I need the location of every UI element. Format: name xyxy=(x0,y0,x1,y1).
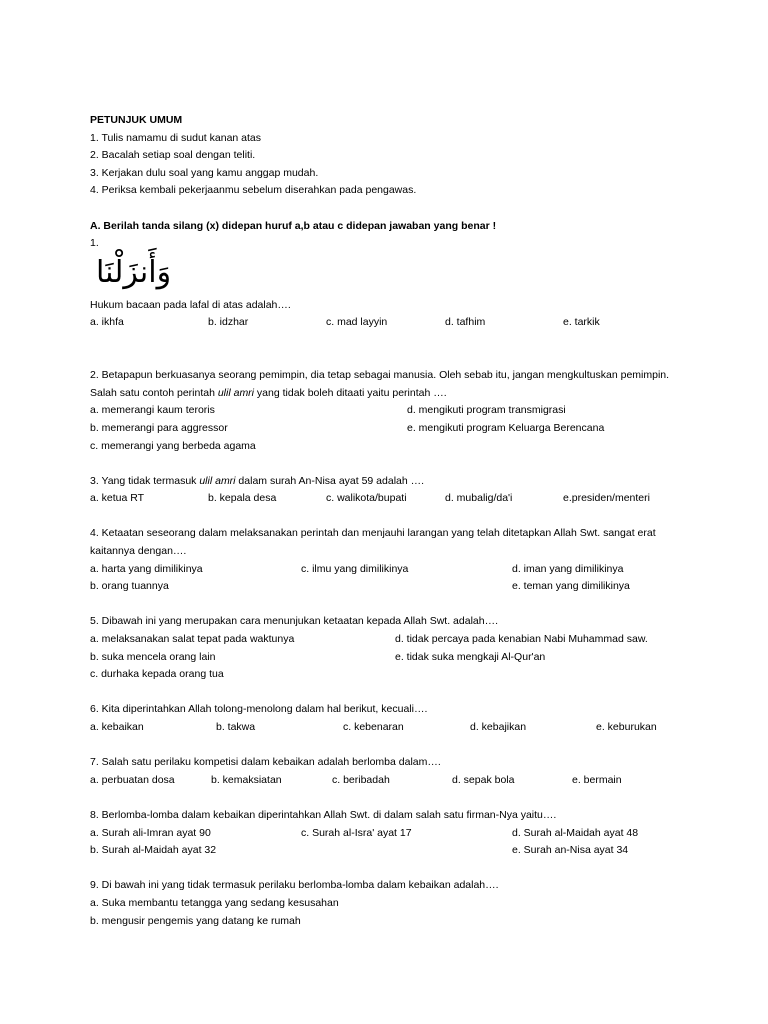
q1-option-b: b. idzhar xyxy=(208,316,249,329)
q6-option-b: b. takwa xyxy=(216,721,256,733)
q5-option-c: c. durhaka kepada orang tua xyxy=(90,668,224,681)
q2-option-b: b. memerangi para aggressor xyxy=(90,421,228,434)
q5-option-a: a. melaksanakan salat tepat pada waktunya xyxy=(90,633,295,646)
q8-option-d: d. Surah al-Maidah ayat 48 xyxy=(512,826,639,839)
q3-option-c: c. walikota/bupati xyxy=(326,492,407,505)
q6-option-a: a. kebaikan xyxy=(90,721,144,733)
q3-stem-post: dalam surah An-Nisa ayat 59 adalah …. xyxy=(235,474,425,487)
q1-option-a: a. ikhfa xyxy=(90,316,124,329)
q1-option-e: e. tarkik xyxy=(563,316,600,329)
spacer xyxy=(90,200,690,218)
q8-option-c: c. Surah al-Isra' ayat 17 xyxy=(301,826,412,839)
q5-option-d: d. tidak percaya pada kenabian Nabi Muhammad saw. xyxy=(395,633,648,646)
q7-options xyxy=(90,772,690,790)
q3-option-b: b. kepala desa xyxy=(208,492,277,505)
q5-option-b: b. suka mencela orang lain xyxy=(90,650,216,663)
q3-stem-pre: 3. Yang tidak termasuk xyxy=(90,474,200,487)
q6-options xyxy=(90,719,690,737)
q6-option-c: c. kebenaran xyxy=(343,721,404,733)
q7-option-c: c. beribadah xyxy=(332,773,390,786)
q6-option-e: e. keburukan xyxy=(596,721,657,733)
q3-stem xyxy=(90,473,690,491)
q2-option-e: e. mengikuti program Keluarga Berencana xyxy=(407,421,605,434)
q6-stem: 6. Kita diperintahkan Allah tolong-menolong dalam hal berikut, kecuali…. xyxy=(90,703,428,716)
exam-content xyxy=(90,112,690,930)
q1-stem: Hukum bacaan pada lafal di atas adalah…. xyxy=(90,298,291,311)
q7-option-a: a. perbuatan dosa xyxy=(90,773,175,786)
general-heading: PETUNJUK UMUM xyxy=(90,114,183,126)
q2-stem-post: yang tidak boleh ditaati yaitu perintah …. xyxy=(254,386,447,399)
q5-option-e: e. tidak suka mengkaji Al-Qur'an xyxy=(395,650,546,663)
q4-options-row1 xyxy=(90,561,690,579)
q4-stem-line1: 4. Ketaatan seseorang dalam melaksanakan perintah dan menjauhi larangan yang telah ditetapkan Allah Swt. sangat erat xyxy=(90,527,656,540)
q3-options xyxy=(90,490,690,508)
q1-arabic-lafal: وَأَنزَلْنَا xyxy=(96,254,172,290)
q7-option-b: b. kemaksiatan xyxy=(211,773,282,786)
q9-stem: 9. Di bawah ini yang tidak termasuk perilaku berlomba-lomba dalam kebaikan adalah…. xyxy=(90,879,499,892)
section-a-instruction: A. Berilah tanda silang (x) didepan huruf a,b atau c didepan jawaban yang benar ! xyxy=(90,219,497,232)
q4-option-b: b. orang tuannya xyxy=(90,580,169,593)
general-item-3: 3. Kerjakan dulu soal yang kamu anggap mudah. xyxy=(90,166,319,179)
q2-options-row2 xyxy=(90,420,690,438)
q3-stem-em: ulil amri xyxy=(199,474,236,487)
q8-stem: 8. Berlomba-lomba dalam kebaikan diperintahkan Allah Swt. di dalam salah satu firman-Nya yaitu…. xyxy=(90,808,557,821)
q1-number: 1. xyxy=(90,237,99,250)
q8-option-e: e. Surah an-Nisa ayat 34 xyxy=(512,844,629,857)
q7-option-d: d. sepak bola xyxy=(452,773,515,786)
q5-stem: 5. Dibawah ini yang merupakan cara menunjukan ketaatan kepada Allah Swt. adalah…. xyxy=(90,615,499,628)
q3-option-a: a. ketua RT xyxy=(90,492,145,505)
q2-options-row1 xyxy=(90,402,690,420)
general-item-2: 2. Bacalah setiap soal dengan teliti. xyxy=(90,149,256,162)
q5-options-row2 xyxy=(90,649,690,667)
q8-option-a: a. Surah ali-Imran ayat 90 xyxy=(90,826,211,839)
q9-option-a: a. Suka membantu tetangga yang sedang kesusahan xyxy=(90,896,339,909)
q1-arabic-text xyxy=(90,253,690,297)
q7-stem: 7. Salah satu perilaku kompetisi dalam kebaikan adalah berlomba dalam…. xyxy=(90,756,441,769)
q3-option-e: e.presiden/menteri xyxy=(563,492,650,505)
q2-stem-line2 xyxy=(90,385,690,403)
q4-option-e: e. teman yang dimilikinya xyxy=(512,580,630,593)
q4-options-row2 xyxy=(90,578,690,596)
q8-options-row2 xyxy=(90,842,690,860)
q4-option-c: c. ilmu yang dimilikinya xyxy=(301,562,409,575)
q5-options-row1 xyxy=(90,631,690,649)
q2-stem-em: ulil amri xyxy=(217,386,255,399)
general-item-4: 4. Periksa kembali pekerjaanmu sebelum diserahkan pada pengawas. xyxy=(90,184,417,197)
q1-option-c: c. mad layyin xyxy=(326,316,388,329)
q1-options xyxy=(90,314,690,332)
q2-stem-pre: Salah satu contoh perintah xyxy=(90,386,218,399)
general-item-1: 1. Tulis namamu di sudut kanan atas xyxy=(90,131,262,144)
q6-option-d: d. kebajikan xyxy=(470,721,527,733)
q1-option-d: d. tafhim xyxy=(445,316,486,329)
q2-option-a: a. memerangi kaum teroris xyxy=(90,404,215,417)
q4-option-a: a. harta yang dimilikinya xyxy=(90,562,203,575)
q2-option-c: c. memerangi yang berbeda agama xyxy=(90,439,256,452)
q3-option-d: d. mubalig/da'i xyxy=(445,492,513,505)
q4-option-d: d. iman yang dimilikinya xyxy=(512,562,624,575)
q7-option-e: e. bermain xyxy=(572,773,622,786)
q8-option-b: b. Surah al-Maidah ayat 32 xyxy=(90,844,217,857)
q9-option-b: b. mengusir pengemis yang datang ke rumah xyxy=(90,914,301,927)
q2-option-d: d. mengikuti program transmigrasi xyxy=(407,404,566,417)
q2-stem-line1: 2. Betapapun berkuasanya seorang pemimpin, dia tetap sebagai manusia. Oleh sebab itu, jangan mengkultuskan pemimpin. xyxy=(90,369,670,382)
q4-stem-line2: kaitannya dengan…. xyxy=(90,545,187,558)
q8-options-row1 xyxy=(90,825,690,843)
